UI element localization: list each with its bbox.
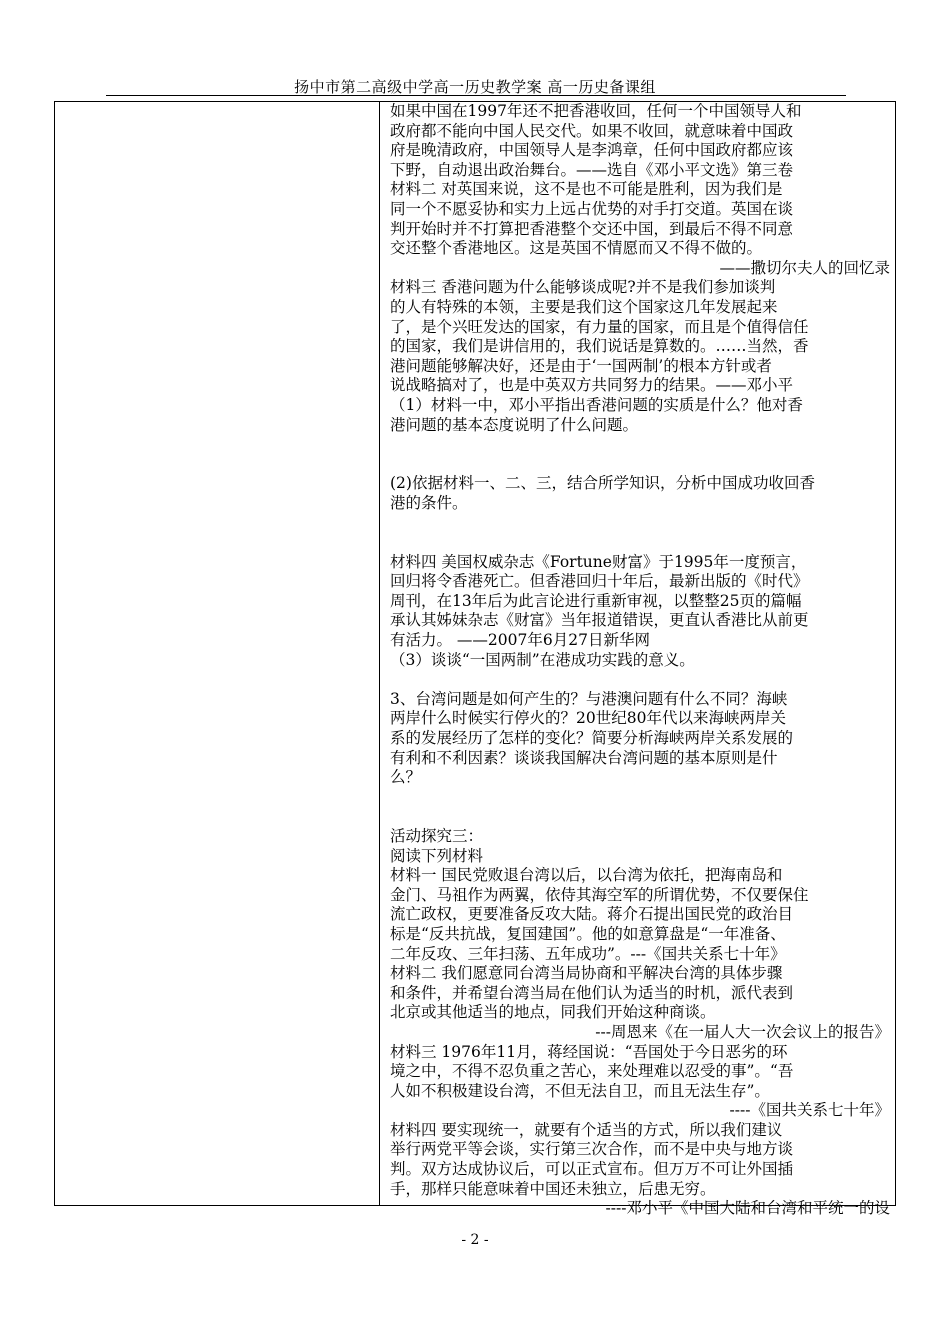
text-line: 府是晚清政府，中国领导人是李鸿章，任何中国政府都应该 bbox=[390, 141, 794, 160]
citation-line: ----《国共关系七十年》 bbox=[729, 1101, 890, 1120]
page-header: 扬中市第二高级中学高一历史教学案 高一历史备课组 bbox=[294, 78, 656, 96]
right-column-cell bbox=[390, 102, 890, 1219]
text-line: 回归将令香港死亡。但香港回归十年后，最新出版的《时代》 bbox=[390, 572, 809, 591]
text-line: 材料一 国民党败退台湾以后，以台湾为依托，把海南岛和 bbox=[390, 866, 783, 885]
question-line: 港问题的基本态度说明了什么问题。 bbox=[390, 415, 639, 434]
text-line: 政府都不能向中国人民交代。如果不收回，就意味着中国政 bbox=[390, 121, 794, 140]
text-line: 周刊，在13年后为此言论进行重新审视，以整整25页的篇幅 bbox=[390, 591, 802, 610]
question-line: （3）谈谈“一国两制”在港成功实践的意义。 bbox=[390, 650, 695, 669]
text-line: 和条件，并希望台湾当局在他们认为适当的时机，派代表到 bbox=[390, 983, 794, 1002]
text-line: 阅读下列材料 bbox=[390, 846, 484, 865]
text-line: 人如不积极建设台湾，不但无法自卫，而且无法生存”。 bbox=[390, 1081, 770, 1100]
question-line: 系的发展经历了怎样的变化？简要分析海峡两岸关系发展的 bbox=[390, 729, 794, 747]
text-line: 下野，自动退出政治舞台。——选自《邓小平文选》第三卷 bbox=[390, 160, 794, 179]
text-line: 境之中，不得不忍负重之苦心，来处理难以忍受的事”。“吾 bbox=[390, 1062, 794, 1081]
text-line: 二年反攻、三年扫荡、五年成功”。---《国共关系七十年》 bbox=[390, 944, 786, 963]
question-line: （1）材料一中，邓小平指出香港问题的实质是什么？他对香 bbox=[390, 395, 803, 414]
column-divider bbox=[379, 101, 380, 1206]
text-line: 材料二 我们愿意同台湾当局协商和平解决台湾的具体步骤 bbox=[390, 964, 783, 983]
citation-line: ——撒切尔夫人的回忆录 bbox=[719, 258, 890, 277]
text-line: 北京或其他适当的地点，同我们开始这种商谈。 bbox=[390, 1003, 716, 1022]
question-line: 3、台湾问题是如何产生的？与港澳问题有什么不同？海峡 bbox=[390, 689, 788, 708]
text-line: 交还整个香港地区。这是英国不情愿而又不得不做的。 bbox=[390, 239, 763, 258]
question-line: 两岸什么时候实行停火的？20世纪80年代以来海峡两岸关 bbox=[390, 709, 786, 728]
question-line: 有利和不利因素？谈谈我国解决台湾问题的基本原则是什 bbox=[390, 748, 778, 767]
question-line: 港的条件。 bbox=[390, 493, 468, 512]
citation-line: ----邓小平《中国大陆和台湾和平统一的设 bbox=[605, 1199, 890, 1218]
text-line: 标是“反共抗战，复国建国”。他的如意算盘是“一年准备、 bbox=[390, 924, 786, 943]
text-line: 手，那样只能意味着中国还未独立，后患无穷。 bbox=[390, 1179, 716, 1198]
text-line: 如果中国在1997年还不把香港收回，任何一个中国领导人和 bbox=[390, 102, 802, 120]
question-line: 么？ bbox=[390, 768, 422, 787]
text-line: 材料四 美国权威杂志《Fortune财富》于1995年一度预言， bbox=[390, 552, 807, 571]
text-line: 承认其姊妹杂志《财富》当年报道错误，更直认香港比从前更 bbox=[390, 611, 809, 630]
text-line: 了，是个兴旺发达的国家，有力量的国家，而且是个值得信任 bbox=[390, 317, 809, 336]
text-line: 材料二 对英国来说，这不是也不可能是胜利，因为我们是 bbox=[390, 180, 783, 199]
question-line: (2)依据材料一、二、三，结合所学知识，分析中国成功收回香 bbox=[390, 474, 815, 493]
text-line: 金门、马祖作为两翼，依侍其海空军的所谓优势，不仅要保住 bbox=[390, 885, 809, 904]
text-line: 港问题能够解决好，还是由于‘一国两制’的根本方针或者 bbox=[390, 356, 772, 375]
citation-line: ---周恩来《在一届人大一次会议上的报告》 bbox=[595, 1022, 890, 1041]
text-line: 同一个不愿妥协和实力上远占优势的对手打交道。英国在谈 bbox=[390, 199, 794, 218]
text-line: 流亡政权，更要准备反攻大陆。蒋介石提出国民党的政治目 bbox=[390, 905, 794, 924]
text-line: 说战略搞对了，也是中英双方共同努力的结果。——邓小平 bbox=[390, 376, 794, 395]
text-line: 材料四 要实现统一，就要有个适当的方式，所以我们建议 bbox=[390, 1120, 783, 1139]
text-line: 的国家，我们是讲信用的，我们说话是算数的。……当然，香 bbox=[390, 337, 809, 356]
text-line: 材料三 1976年11月，蒋经国说：“吾国处于今日恶劣的环 bbox=[390, 1042, 788, 1061]
text-line: 判开始时并不打算把香港整个交还中国，到最后不得不同意 bbox=[390, 219, 794, 238]
text-line: 材料三 香港问题为什么能够谈成呢?并不是我们参加谈判 bbox=[390, 278, 776, 297]
text-line: 举行两党平等会谈，实行第三次合作，而不是中央与地方谈 bbox=[390, 1140, 794, 1159]
page-number: - 2 - bbox=[461, 1232, 489, 1248]
header-rule bbox=[106, 95, 846, 96]
text-line: 的人有特殊的本领，主要是我们这个国家这几年发展起来 bbox=[390, 297, 778, 316]
text-line: 判。双方达成协议后，可以正式宣布。但万万不可让外国插 bbox=[390, 1160, 794, 1179]
section-heading: 活动探究三： bbox=[390, 826, 484, 845]
text-line: 有活力。 ——2007年6月27日新华网 bbox=[390, 631, 650, 650]
